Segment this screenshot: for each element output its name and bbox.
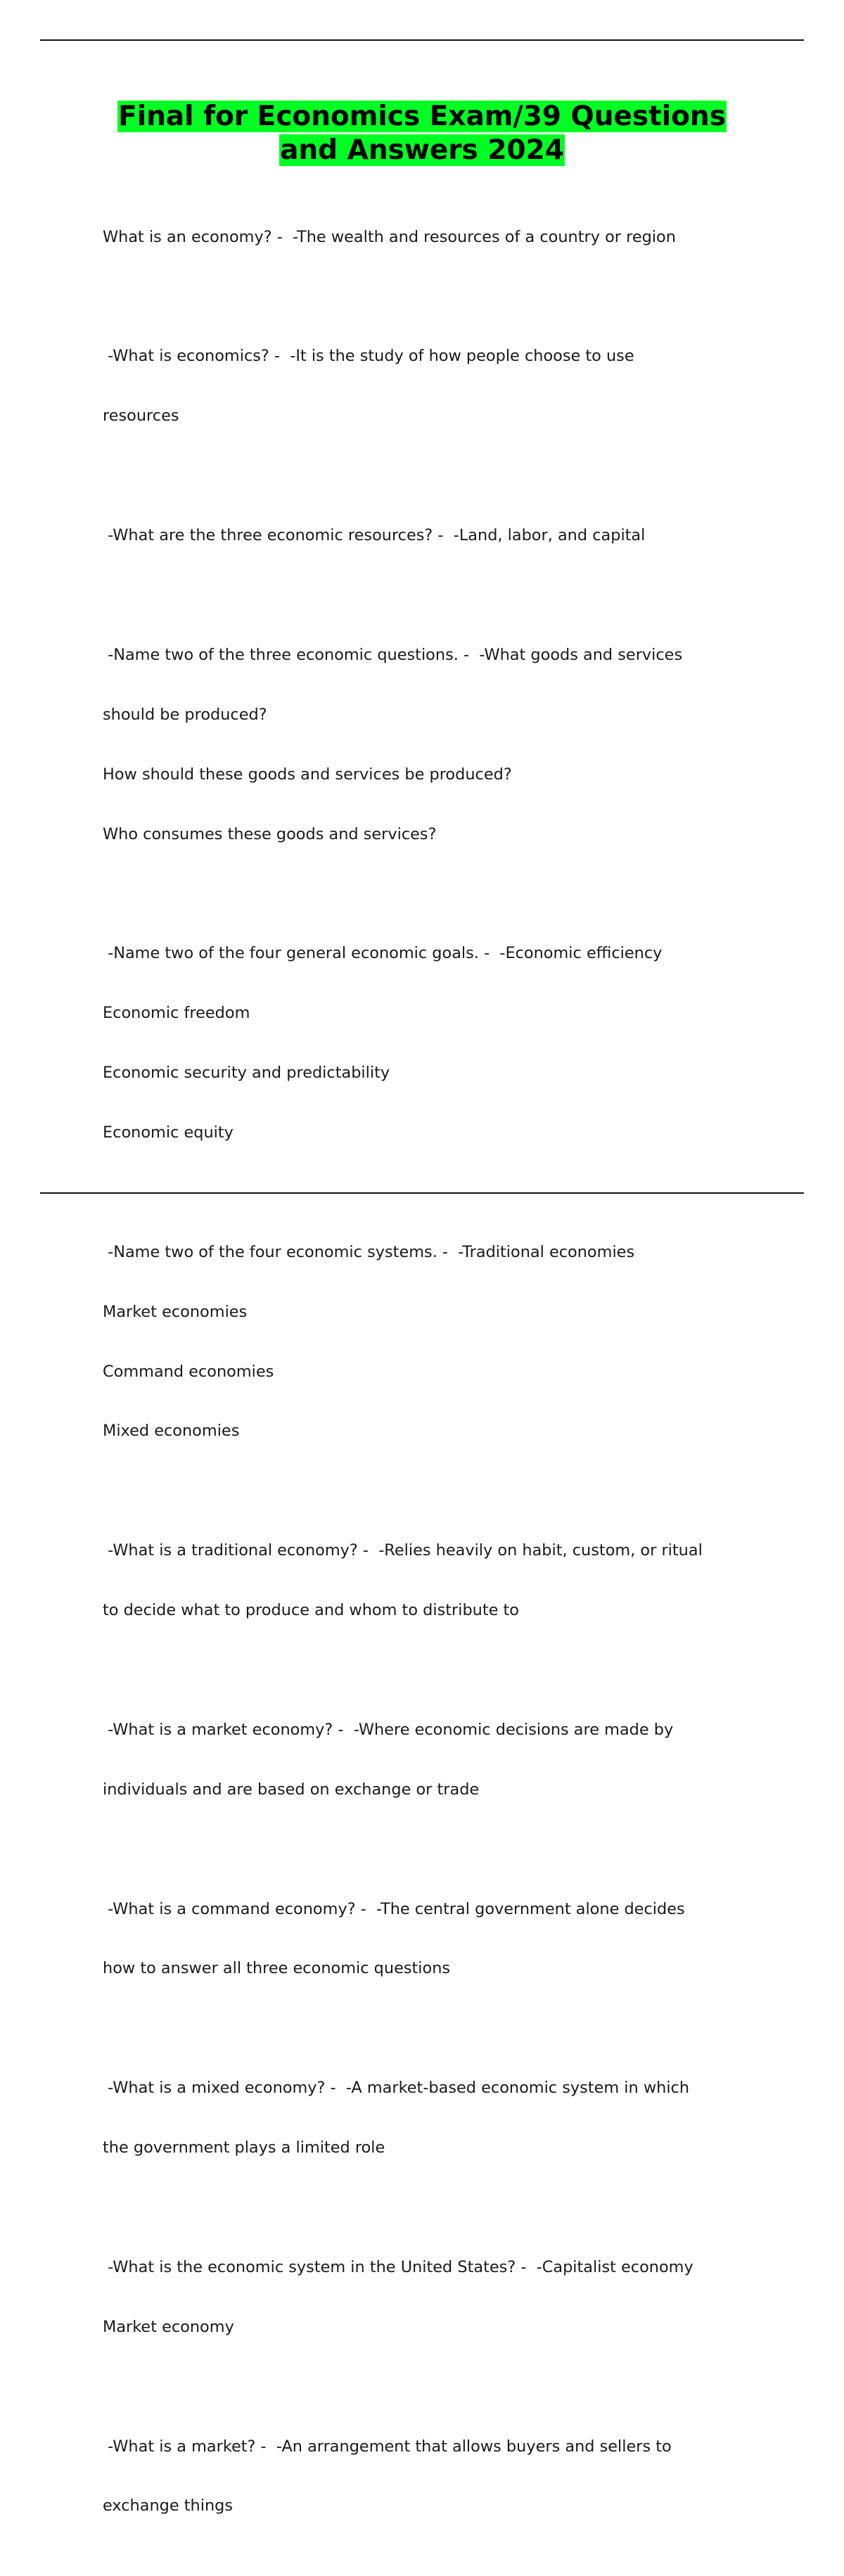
qa-item	[103, 187, 764, 286]
qa-line: Market economy	[103, 2317, 234, 2336]
top-divider	[40, 39, 804, 41]
qa-item	[103, 307, 764, 466]
qa-line: -What are the three economic resources? - -Land, labor, and capital	[103, 526, 646, 545]
qa-list	[103, 187, 764, 2576]
qa-line: -What is a traditional economy? - -Relies heavily on habit, custom, or ritual	[103, 1541, 703, 1560]
qa-line: -What is economics? - -It is the study of how people choose to use	[103, 347, 634, 366]
qa-line: the government plays a limited role	[103, 2138, 385, 2157]
qa-line: -What is the economic system in the United States? - -Capitalist economy	[103, 2257, 693, 2276]
qa-item	[103, 2397, 764, 2556]
qa-line: Command economies	[103, 1362, 274, 1381]
qa-item	[103, 1501, 764, 1660]
qa-item	[103, 2039, 764, 2198]
qa-line: Mixed economies	[103, 1422, 240, 1441]
bottom-divider	[40, 1192, 804, 1194]
qa-item	[103, 2217, 764, 2376]
qa-line: Economic security and predictability	[103, 1064, 390, 1083]
qa-item	[103, 605, 764, 884]
qa-item	[103, 485, 764, 585]
qa-line: -What is a command economy? - -The central government alone decides	[103, 1899, 685, 1918]
title-line-2: and Answers 2024	[280, 134, 564, 166]
qa-line: should be produced?	[103, 705, 267, 724]
qa-line: -Name two of the four economic systems. - -Traditional economies	[103, 1242, 635, 1261]
qa-line: individuals and are based on exchange or trade	[103, 1780, 480, 1799]
qa-line: -Name two of the four general economic goals. - -Economic efficiency	[103, 944, 663, 963]
qa-item	[103, 1680, 764, 1839]
qa-line: resources	[103, 407, 179, 426]
qa-line: Economic equity	[103, 1123, 234, 1142]
qa-item	[103, 1859, 764, 2018]
qa-line: -Name two of the three economic questions. - -What goods and services	[103, 645, 683, 664]
title-line-1: Final for Economics Exam/39 Questions	[118, 101, 726, 132]
qa-line: Economic freedom	[103, 1004, 250, 1023]
qa-line: -What is a market? - -An arrangement that allows buyers and sellers to	[103, 2437, 672, 2456]
qa-line: exchange things	[103, 2497, 234, 2516]
qa-line: How should these goods and services be produced?	[103, 765, 512, 784]
qa-line: Who consumes these goods and services?	[103, 824, 437, 843]
qa-item	[103, 904, 764, 1182]
qa-line: to decide what to produce and whom to distribute to	[103, 1601, 519, 1620]
qa-line: -What is a mixed economy? - -A market-based economic system in which	[103, 2079, 690, 2098]
qa-line: What is an economy? - -The wealth and resources of a country or region	[103, 227, 676, 246]
qa-line: Market economies	[103, 1302, 248, 1321]
page-title	[70, 100, 774, 167]
qa-line: how to answer all three economic questions	[103, 1959, 451, 1978]
qa-line: -What is a market economy? - -Where economic decisions are made by	[103, 1720, 674, 1739]
qa-item	[103, 1202, 764, 1481]
